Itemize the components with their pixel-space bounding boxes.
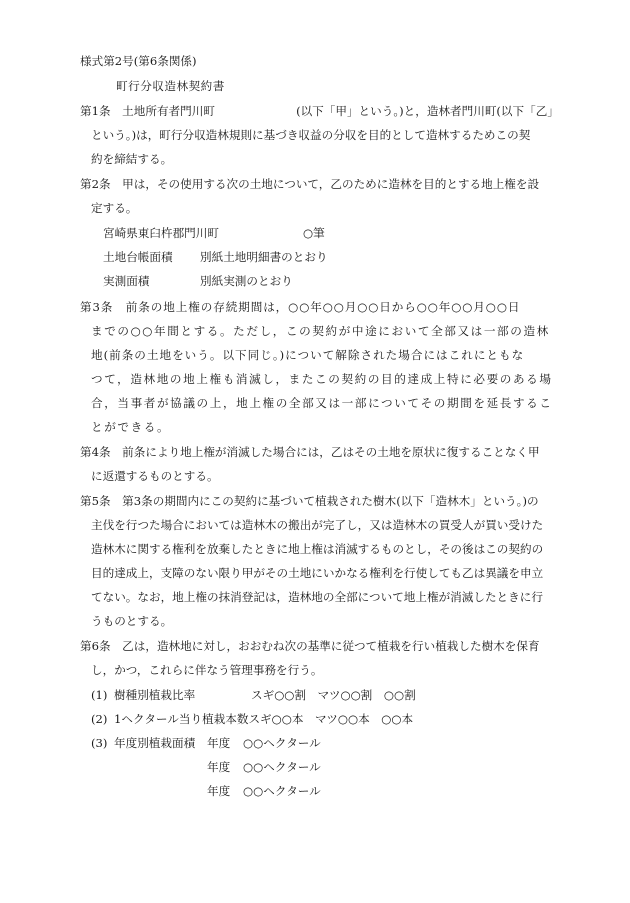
- document-title: 町行分収造林契約書: [116, 79, 225, 93]
- item-1-label: 樹種別植栽比率: [114, 688, 196, 702]
- article-1-line-2: という。)は，町行分収造林規則に基づき収益の分収を目的として造林するためこの契: [91, 128, 531, 142]
- article-2-line-2: 定する。: [91, 201, 138, 215]
- article-3-line-3: 地(前条の土地をいう。以下同じ。)について解除された場合にはこれにともな: [91, 348, 525, 362]
- survey-area-value: 別紙実測のとおり: [200, 274, 293, 288]
- registry-area-row: [103, 250, 523, 264]
- item-1-value: スギ○○割 マツ○○割 ○○割: [251, 688, 416, 702]
- item-3-year-2: 年度: [207, 760, 231, 774]
- survey-area-row: [103, 274, 523, 288]
- article-4-line-1: 第4条 前条により地上権が消滅した場合には，乙はその土地を原状に復することなく甲: [80, 445, 540, 459]
- article-3-line-1: 第3条 前条の地上権の存続期間は，○○年○○月○○日から○○年○○月○○日: [80, 300, 521, 314]
- article-3-line-2: までの○○年間とする。ただし，この契約が中途において全部又は一部の造林: [91, 324, 550, 338]
- land-location-row: [103, 226, 523, 240]
- article-4-line-2: に返還するものとする。: [91, 469, 219, 483]
- item-3-area-3: ○○ヘクタール: [243, 784, 321, 798]
- article-5-line-6: うものとする。: [91, 614, 173, 628]
- article-2-line-1: 第2条 甲は，その使用する次の土地について，乙のために造林を目的とする地上権を設: [80, 177, 540, 191]
- item-2-number: (2): [91, 712, 108, 726]
- registry-area-value: 別紙土地明細書のとおり: [200, 250, 328, 264]
- article-3-line-6: とができる。: [91, 420, 171, 434]
- article-5-line-1: 第5条 第3条の期間内にこの契約に基づいて植栽された樹木(以下「造林木」という。)の: [80, 494, 539, 508]
- article-1-line-1: 第1条 土地所有者門川町 (以下「甲」という。)と，造林者門川町(以下「乙」: [80, 104, 559, 118]
- item-3-number: (3): [91, 736, 108, 750]
- article-3-line-4: つて，造林地の地上権も消滅し，またこの契約の目的達成上特に必要のある場: [91, 372, 553, 386]
- land-location: 宮崎県東臼杵郡門川町: [103, 226, 219, 240]
- item-3-row: [91, 736, 531, 750]
- item-1-number: (1): [91, 688, 108, 702]
- item-3-year-3: 年度: [207, 784, 231, 798]
- item-3-area-2: ○○ヘクタール: [243, 760, 321, 774]
- article-1-line-3: 約を締結する。: [91, 152, 173, 166]
- lot-count: ○筆: [303, 226, 325, 240]
- article-5-line-5: てない。なお，地上権の抹消登記は，造林地の全部について地上権が消滅したときに行: [91, 590, 543, 604]
- item-2-text: 1ヘクタール当り植栽本数スギ○○本 マツ○○本 ○○本: [114, 712, 414, 726]
- article-6-line-2: し，かつ，これらに伴なう管理事務を行う。: [91, 663, 323, 677]
- article-5-line-2: 主伐を行つた場合においては造林木の搬出が完了し，又は造林木の買受人が買い受けた: [91, 518, 544, 532]
- registry-area-label: 土地台帳面積: [103, 250, 173, 264]
- item-3-area-1: ○○ヘクタール: [243, 736, 321, 750]
- item-3-year-1: 年度: [207, 736, 231, 750]
- form-label: 様式第2号(第6条関係): [80, 54, 197, 68]
- item-3-row-2: [91, 760, 531, 774]
- article-5-line-4: 目的達成上，支障のない限り甲がその土地にいかなる権利を行使しても乙は異議を申立: [91, 566, 544, 580]
- survey-area-label: 実測面積: [103, 274, 150, 288]
- item-3-row-3: [91, 784, 531, 798]
- article-3-line-5: 合，当事者が協議の上，地上権の全部又は一部についてその期間を延長するこ: [91, 396, 553, 410]
- article-6-line-1: 第6条 乙は，造林地に対し，おおむね次の基準に従つて植栽を行い植栽した樹木を保育: [80, 639, 540, 653]
- item-2-row: [91, 712, 531, 726]
- article-5-line-3: 造林木に関する権利を放棄したときに地上権は消滅するものとし，その後はこの契約の: [91, 542, 544, 556]
- item-3-label: 年度別植栽面積: [114, 736, 196, 750]
- item-1-row: [91, 688, 531, 702]
